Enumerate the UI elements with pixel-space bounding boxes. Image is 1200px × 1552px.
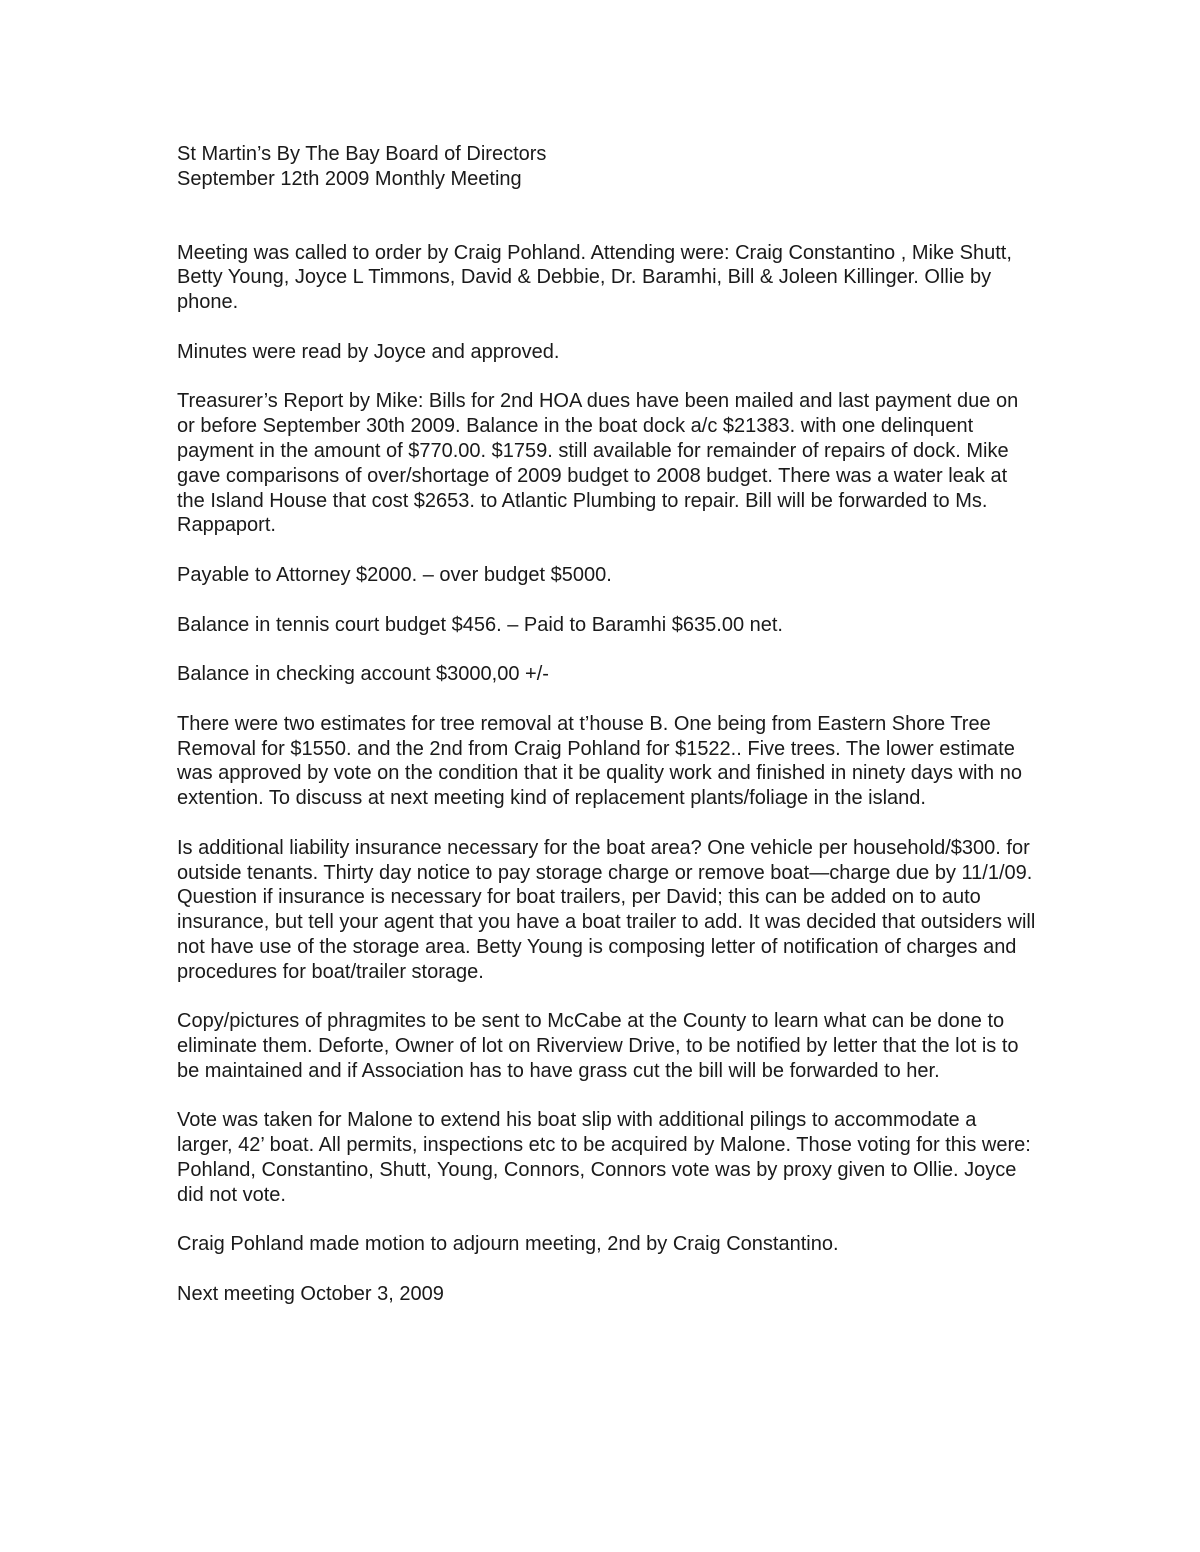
- paragraph-boat-area: Is additional liability insurance necessary for the boat area? One vehicle per household/$300. for outside tenants. Thirty day notice to pay storage charge or remove boat—charge due by 11/1/09. Question if insurance is necessary for boat trailers, per David; this can be added on to auto insurance, but tell your agent that you have a boat trailer to add. It was decided that outsiders will not have use of the storage area. Betty Young is composing letter of notification of charges and procedures for boat/trailer storage.: [177, 836, 1036, 983]
- paragraph-checking-balance: Balance in checking account $3000,00 +/-: [177, 663, 549, 686]
- document-title: St Martin’s By The Bay Board of Directors: [177, 143, 547, 165]
- paragraph-call-to-order: Meeting was called to order by Craig Pohland. Attending were: Craig Constantino , Mike Shutt, Betty Young, Joyce L Timmons, David & Debbie, Dr. Baramhi, Bill & Joleen Killinger. Ollie by phone.: [177, 241, 1012, 314]
- paragraph-minutes: Minutes were read by Joyce and approved.: [177, 340, 560, 363]
- paragraph-tennis-court: Balance in tennis court budget $456. – Paid to Baramhi $635.00 net.: [177, 613, 783, 636]
- paragraph-phragmites: Copy/pictures of phragmites to be sent to McCabe at the County to learn what can be done to eliminate them. Deforte, Owner of lot on Riverview Drive, to be notified by letter that the lot is to be maintained and if Association has to have grass cut the bill will be forwarded to her.: [177, 1010, 1019, 1082]
- paragraph-next-meeting: Next meeting October 3, 2009: [177, 1283, 444, 1306]
- header-spacer: [177, 192, 1037, 241]
- paragraph-adjourn: Craig Pohland made motion to adjourn meeting, 2nd by Craig Constantino.: [177, 1233, 839, 1256]
- paragraph-treasurer-report: Treasurer’s Report by Mike: Bills for 2nd HOA dues have been mailed and last payment due on or before September 30th 2009. Balance in the boat dock a/c $21383. with one delinquent payment in the amount of $770.00. $1759. still available for remainder of repairs of dock. Mike gave comparisons of over/shortage of 2009 budget to 2008 budget. There was a water leak at the Island House that cost $2653. to Atlantic Plumbing to repair. Bill will be forwarded to Ms. Rappaport.: [177, 390, 1019, 537]
- paragraph-attorney-payable: Payable to Attorney $2000. – over budget $5000.: [177, 563, 612, 586]
- document-subtitle: September 12th 2009 Monthly Meeting: [177, 167, 522, 190]
- document-body: [177, 142, 1037, 1332]
- paragraph-boat-slip-vote: Vote was taken for Malone to extend his boat slip with additional pilings to accommodate a larger, 42’ boat. All permits, inspections etc to be acquired by Malone. Those voting for this were: Pohland, Constantino, Shutt, Young, Connors, Connors vote was by proxy given to Ollie. Joyce did not vote.: [177, 1109, 1031, 1206]
- paragraph-tree-removal: There were two estimates for tree removal at t’house B. One being from Eastern Shore Tree Removal for $1550. and the 2nd from Craig Pohland for $1522.. Five trees. The lower estimate was approved by vote on the condition that it be quality work and finished in ninety days with no extention. To discuss at next meeting kind of replacement plants/foliage in the island.: [177, 712, 1022, 810]
